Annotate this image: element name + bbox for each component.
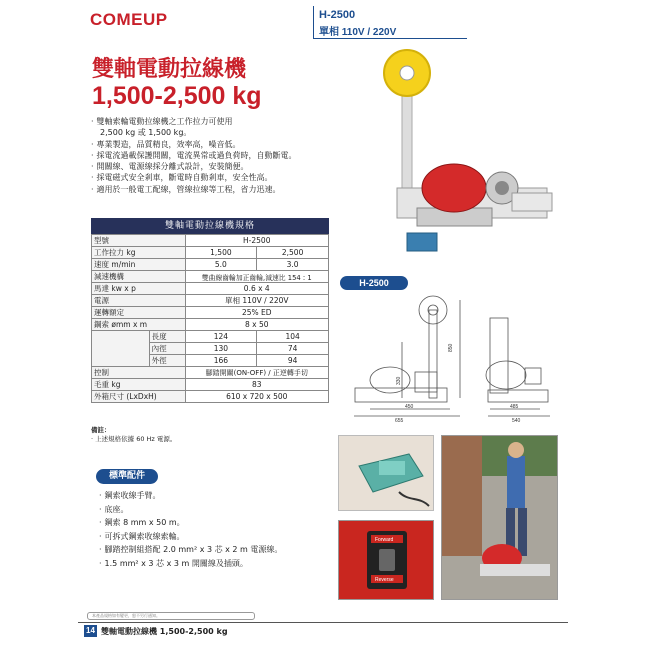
table-row: 馬達 kw x p 0.6 x 4 — [92, 283, 329, 295]
product-title: 雙軸電動拉線機 — [92, 57, 247, 82]
feature-item: · 採電流過載保護開關，電流異常或過負荷時，自動斷電。 — [91, 150, 341, 161]
accessory-item: · 鋼索 8 mm x 50 m。 — [99, 516, 282, 530]
usage-photo — [441, 435, 558, 600]
table-row: 減速機構 雙曲線齒輪加正齒輪,減速比 154 : 1 — [92, 271, 329, 283]
voltage-text: 單相 110V / 220V — [319, 27, 397, 38]
notes-text: · 上述規格依據 60 Hz 電源。 — [91, 435, 177, 443]
feature-list — [91, 116, 341, 195]
table-row: 外徑 166 94 — [92, 355, 329, 367]
product-capacity: 1,500-2,500 kg — [92, 82, 262, 110]
control-panel-photo — [338, 520, 434, 600]
reverse-label: Reverse — [375, 577, 394, 583]
dim-450: 450 — [405, 404, 414, 410]
footer-title: 雙軸電動拉線機 1,500-2,500 kg — [101, 627, 228, 636]
table-row: 長度 124 104 — [92, 331, 329, 343]
table-row: 運轉額定 25% ED — [92, 307, 329, 319]
page-number: 14 — [84, 625, 97, 637]
dim-330: 330 — [396, 376, 402, 385]
feature-item: · 雙軸索輪電動拉線機之工作拉力可使用 — [91, 116, 341, 127]
dim-850: 850 — [448, 343, 454, 352]
disclaimer: 本產品規格如有變更，恕不另行通知。 — [87, 612, 255, 620]
feature-item: · 專業製造，品質精良，效率高，噪音低。 — [91, 139, 341, 150]
accessories-badge: 標準配件 — [96, 469, 158, 484]
brand-logo: COMEUP — [90, 10, 168, 29]
accessories-list — [99, 489, 282, 570]
accessory-item: · 腳踏控制組搭配 2.0 mm² x 3 芯 x 2 m 電源線。 — [99, 543, 282, 557]
feature-item: 2,500 kg 或 1,500 kg。 — [100, 128, 192, 138]
feature-item: · 採電磁式安全剎車，斷電時自動剎車，安全性高。 — [91, 172, 341, 183]
product-photo — [362, 48, 562, 270]
table-row: 工作拉力 kg 1,500 2,500 — [92, 247, 329, 259]
table-row: 電源 單相 110V / 220V — [92, 295, 329, 307]
forward-label: Forward — [375, 537, 394, 543]
table-row: 控制 腳踏開關(ON-OFF) / 正逆轉手切 — [92, 367, 329, 379]
model-tag: H-2500 — [340, 276, 408, 290]
table-row: 內徑 130 74 — [92, 343, 329, 355]
accessory-item: · 鋼索收線手臂。 — [99, 489, 282, 503]
accessory-item: · 1.5 mm² x 3 芯 x 3 m 開關線及插頭。 — [99, 557, 282, 571]
model-number: H-2500 — [319, 9, 356, 21]
table-row: 毛重 kg 83 — [92, 379, 329, 391]
table-row: 鋼索 ømm x m 8 x 50 — [92, 319, 329, 331]
feature-item: · 開關線、電源線採分離式設計，安裝簡便。 — [91, 161, 341, 172]
spec-table — [91, 234, 329, 403]
feature-item: · 適用於一般電工配線，管線拉線等工程，省力迅速。 — [91, 184, 341, 195]
table-row: 速度 m/min 5.0 3.0 — [92, 259, 329, 271]
table-row: 型號 H-2500 — [92, 235, 329, 247]
dim-655: 655 — [395, 418, 404, 424]
table-row: 外箱尺寸 (LxDxH) 610 x 720 x 500 — [92, 391, 329, 403]
dim-485: 485 — [510, 404, 519, 410]
foot-switch-photo — [338, 435, 434, 511]
accessory-item: · 底座。 — [99, 503, 282, 517]
spec-table-title: 雙軸電動拉線機規格 — [91, 218, 329, 234]
dimension-drawing — [340, 290, 560, 426]
notes-title: 備註： — [91, 426, 111, 434]
dim-540: 540 — [512, 418, 521, 424]
accessory-item: · 可拆式鋼索收線索輪。 — [99, 530, 282, 544]
model-header — [313, 6, 467, 39]
